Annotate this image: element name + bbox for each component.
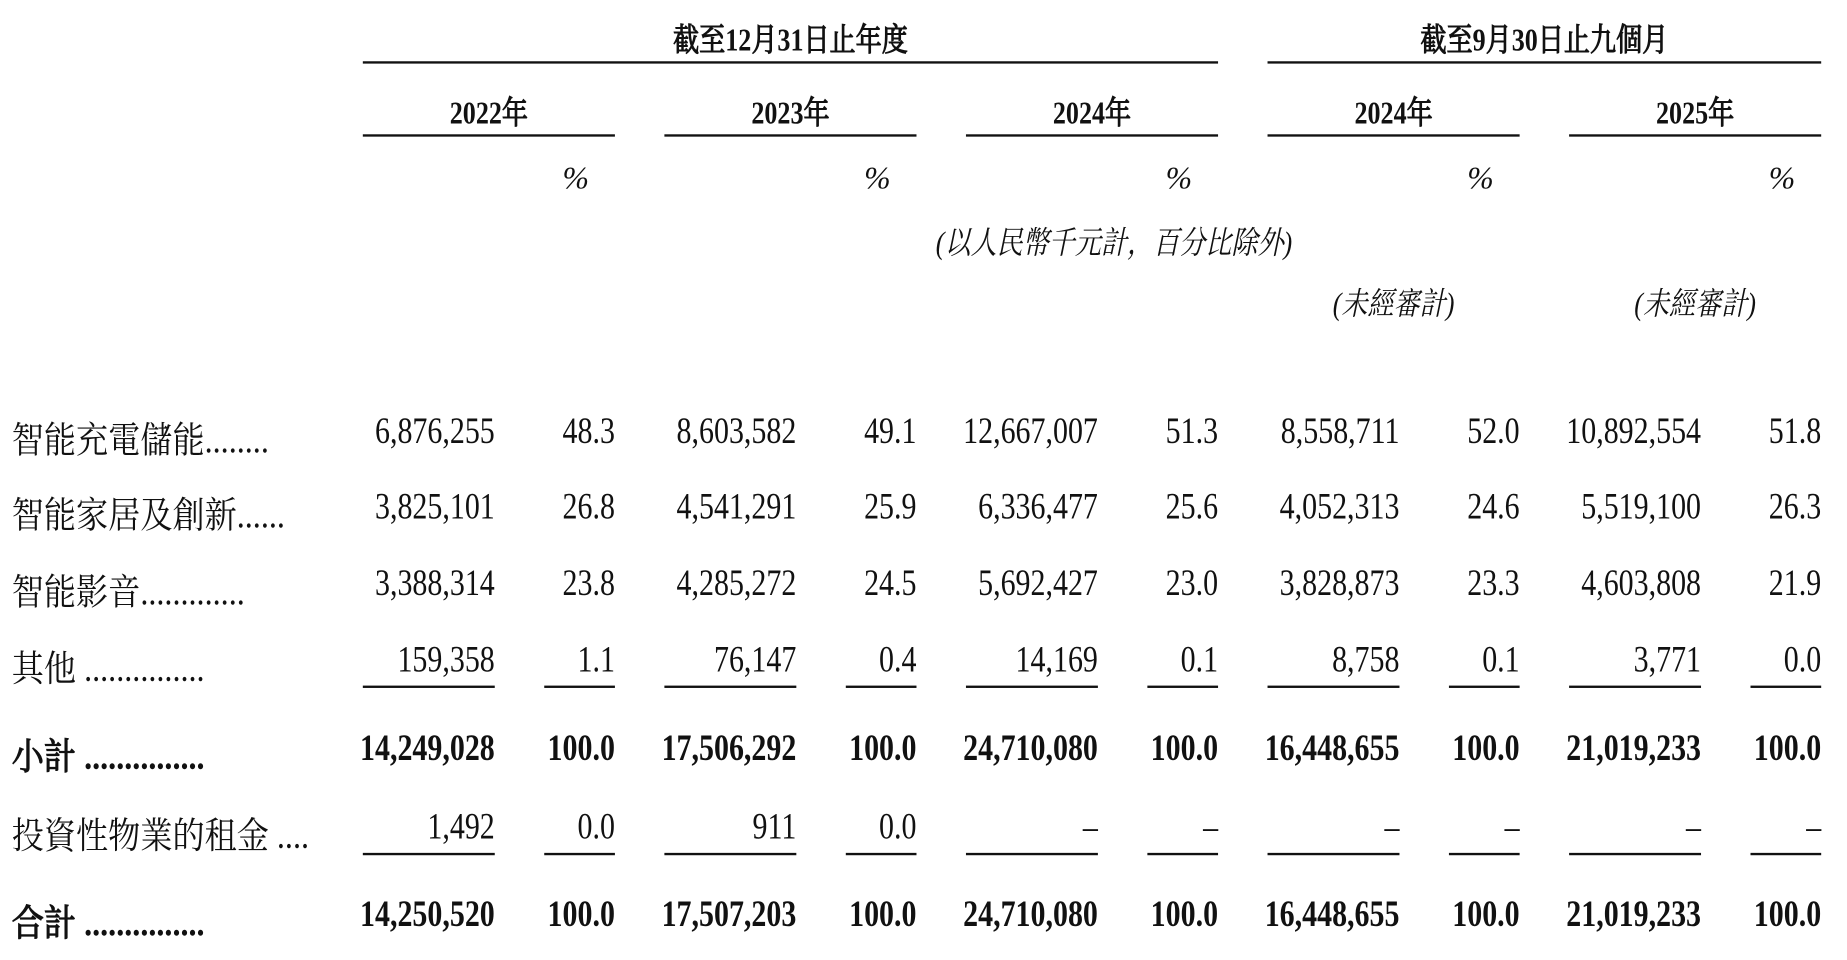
subtotal-underline xyxy=(1268,686,1400,688)
amount-cell: 4,052,313 xyxy=(1279,485,1400,527)
amount-cell: – xyxy=(1384,805,1400,847)
amount-cell: 76,147 xyxy=(713,638,797,680)
year-underline xyxy=(1569,134,1821,136)
percent-cell: 0.4 xyxy=(879,638,917,680)
percent-cell: 23.8 xyxy=(562,561,615,604)
amount-cell: 4,541,291 xyxy=(676,485,797,527)
amount-cell: 1,492 xyxy=(427,805,495,847)
percent-cell: – xyxy=(1504,805,1520,847)
amount-cell: 3,771 xyxy=(1633,638,1702,680)
percent-cell: 100.0 xyxy=(1753,892,1822,935)
year-underline xyxy=(1268,134,1520,136)
subtotal-underline xyxy=(1569,853,1701,855)
amount-cell: 3,825,101 xyxy=(374,485,495,527)
percent-header: % xyxy=(1467,160,1494,196)
percent-cell: 0.0 xyxy=(577,805,615,847)
subtotal-underline xyxy=(846,853,917,855)
year-underline xyxy=(664,134,916,136)
subtotal-underline xyxy=(1751,853,1822,855)
group-header-nine-months: 截至9月30日止九個月 xyxy=(1420,22,1669,58)
percent-cell: 0.0 xyxy=(879,805,917,847)
subtotal-underline xyxy=(1147,686,1218,688)
year-underline xyxy=(966,134,1218,136)
amount-cell: 14,249,028 xyxy=(360,726,495,769)
amount-cell: 24,710,080 xyxy=(963,726,1098,769)
amount-cell: 17,506,292 xyxy=(661,726,797,769)
percent-header: % xyxy=(1768,160,1796,196)
amount-cell: 6,336,477 xyxy=(978,485,1098,527)
amount-cell: 8,758 xyxy=(1332,638,1400,680)
percent-cell: – xyxy=(1203,805,1219,847)
percent-cell: 49.1 xyxy=(864,409,917,452)
percent-cell: 24.5 xyxy=(864,561,917,604)
percent-cell: 100.0 xyxy=(547,892,615,935)
subtotal-underline xyxy=(966,686,1098,688)
row-label: 智能充電儲能........ xyxy=(11,419,269,461)
year-underline xyxy=(363,134,615,136)
subtotal-underline xyxy=(1268,853,1400,855)
subtotal-underline xyxy=(544,686,615,688)
amount-cell: 4,285,272 xyxy=(676,561,797,604)
percent-cell: 48.3 xyxy=(562,409,615,452)
amount-cell: 4,603,808 xyxy=(1581,561,1702,604)
percent-cell: 100.0 xyxy=(849,892,917,935)
row-label: 小計 ............... xyxy=(11,736,205,778)
amount-cell: 17,507,203 xyxy=(661,892,797,935)
subtotal-underline xyxy=(1147,853,1218,855)
amount-cell: 3,828,873 xyxy=(1279,561,1400,604)
percent-cell: 24.6 xyxy=(1467,485,1520,527)
year-header-2023: 2023年 xyxy=(751,95,830,131)
percent-cell: 100.0 xyxy=(1753,726,1822,769)
row-label: 其他 ............... xyxy=(11,647,205,690)
percent-cell: 100.0 xyxy=(1452,892,1520,935)
subtotal-underline xyxy=(363,853,495,855)
amount-cell: 24,710,080 xyxy=(963,892,1098,935)
percent-cell: 23.3 xyxy=(1467,561,1520,604)
amount-cell: 21,019,233 xyxy=(1566,726,1702,769)
percent-cell: – xyxy=(1806,805,1822,847)
subtotal-underline xyxy=(664,686,796,688)
row-label: 智能影音............. xyxy=(11,571,245,613)
percent-cell: 21.9 xyxy=(1768,561,1822,604)
amount-cell: 6,876,255 xyxy=(374,409,495,452)
subtotal-underline xyxy=(544,853,615,855)
row-label: 合計 ............... xyxy=(11,902,205,944)
amount-cell: 16,448,655 xyxy=(1264,726,1400,769)
group-header-annual: 截至12月31日止年度 xyxy=(673,22,908,58)
subtotal-underline xyxy=(664,853,796,855)
unaudited-note: (未經審計) xyxy=(1332,286,1455,322)
amount-cell: – xyxy=(1082,805,1098,847)
year-header-2022: 2022年 xyxy=(449,95,528,131)
year-header-2024-annual: 2024年 xyxy=(1052,95,1132,131)
amount-cell: 10,892,554 xyxy=(1566,409,1702,452)
percent-cell: 100.0 xyxy=(547,726,615,769)
percent-cell: 100.0 xyxy=(849,726,917,769)
amount-cell: 3,388,314 xyxy=(374,561,495,604)
percent-cell: 26.8 xyxy=(562,485,615,527)
amount-cell: 8,603,582 xyxy=(676,409,797,452)
percent-cell: 51.3 xyxy=(1165,409,1219,452)
subtotal-underline xyxy=(1449,686,1520,688)
percent-cell: 25.9 xyxy=(864,485,917,527)
percent-cell: 26.3 xyxy=(1768,485,1822,527)
amount-cell: 14,169 xyxy=(1015,638,1098,680)
subtotal-underline xyxy=(1449,853,1520,855)
percent-cell: 25.6 xyxy=(1165,485,1219,527)
percent-cell: 100.0 xyxy=(1452,726,1520,769)
group-underline-annual xyxy=(363,61,1218,63)
percent-cell: 52.0 xyxy=(1467,409,1520,452)
amount-cell: 8,558,711 xyxy=(1280,409,1400,452)
percent-cell: 51.8 xyxy=(1768,409,1822,452)
amount-cell: 21,019,233 xyxy=(1566,892,1702,935)
row-label: 投資性物業的租金 .... xyxy=(11,815,310,857)
amount-cell: 911 xyxy=(752,805,797,847)
subtotal-underline xyxy=(846,686,917,688)
percent-cell: 1.1 xyxy=(577,638,615,680)
percent-header: % xyxy=(1165,160,1193,196)
amount-cell: 16,448,655 xyxy=(1264,892,1400,935)
percent-header: % xyxy=(562,160,589,196)
percent-cell: 0.1 xyxy=(1180,638,1219,680)
row-label: 智能家居及創新...... xyxy=(11,494,285,536)
percent-cell: 100.0 xyxy=(1150,892,1219,935)
amount-cell: 5,519,100 xyxy=(1581,485,1702,527)
amount-cell: 14,250,520 xyxy=(360,892,495,935)
percent-cell: 0.0 xyxy=(1783,638,1822,680)
amount-cell: 12,667,007 xyxy=(963,409,1098,452)
subtotal-underline xyxy=(363,686,495,688)
unaudited-note: (未經審計) xyxy=(1634,286,1756,322)
amount-cell: 5,692,427 xyxy=(978,561,1098,604)
amount-cell: 159,358 xyxy=(397,638,495,680)
percent-header: % xyxy=(864,160,891,196)
year-header-2024-nine-months: 2024年 xyxy=(1354,95,1433,131)
unit-note: (以人民幣千元計，百分比除外) xyxy=(935,224,1293,261)
group-underline-nine-months xyxy=(1268,61,1822,63)
subtotal-underline xyxy=(966,853,1098,855)
subtotal-underline xyxy=(1751,686,1822,688)
amount-cell: – xyxy=(1686,805,1702,847)
percent-cell: 0.1 xyxy=(1482,638,1520,680)
percent-cell: 100.0 xyxy=(1150,726,1219,769)
percent-cell: 23.0 xyxy=(1165,561,1219,604)
subtotal-underline xyxy=(1569,686,1701,688)
year-header-2025-nine-months: 2025年 xyxy=(1656,95,1735,131)
